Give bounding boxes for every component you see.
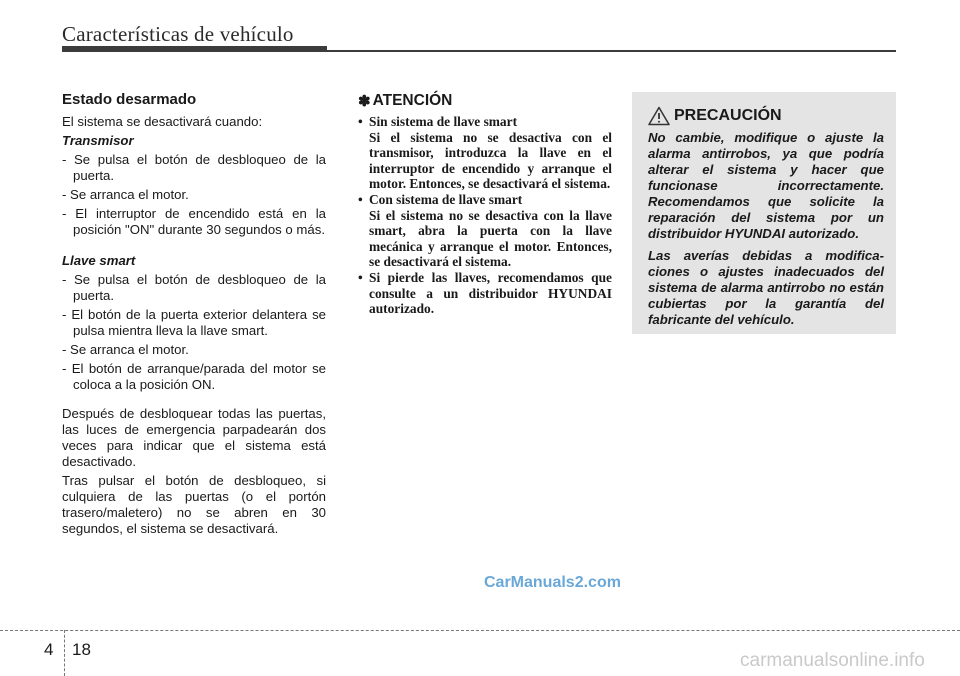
page-number: 18	[72, 640, 91, 659]
left-column	[62, 92, 326, 540]
bullet-icon: •	[358, 191, 363, 207]
section-heading: Estado desarmado	[62, 91, 197, 108]
caution-header	[648, 106, 884, 126]
warning-triangle-icon	[648, 106, 670, 126]
paragraph-emergency-lights: Después de desbloquear todas las puertas, las luces de emergencia parpadearán dos veces para indicar que el sistema está desactivado.	[62, 406, 326, 469]
item-title: Con sistema de llave smart	[369, 191, 523, 207]
list-item: - El botón de la puerta exterior delantera se pulsa mientra lleva la llave smart.	[62, 307, 326, 338]
attention-block	[358, 92, 612, 317]
list-item: - Se arranca el motor.	[62, 342, 189, 357]
list-item: - Se pulsa el botón de desbloqueo de la puerta.	[62, 272, 326, 303]
list-item	[358, 270, 612, 317]
asterisk-icon: ✽	[358, 93, 371, 110]
item-body: Si el sistema no se desactiva con la llave smart, abra la puerta con la llave mecánica y arranque el motor. Entonces, se desactivará el sistema.	[369, 207, 612, 270]
site-watermark: carmanualsonline.info	[740, 650, 925, 671]
caution-paragraph: Las averías debidas a modifica-ciones o ajustes inadecuados del sistema de alarma antirrobo no están cubiertas por la garantía del fabricante del vehículo.	[648, 248, 884, 327]
attention-heading	[358, 92, 612, 110]
bullet-icon: •	[358, 269, 363, 285]
attention-title: ATENCIÓN	[372, 92, 453, 109]
item-body: Si el sistema no se desactiva con el transmisor, introduzca la llave en el interruptor de encendido y arranque el motor. Entonces, se desactivará el sistema.	[369, 129, 612, 192]
item-body: Si pierde las llaves, recomendamos que consulte a un distribuidor HYUNDAI autorizado.	[369, 269, 612, 317]
list-item: - Se arranca el motor.	[62, 187, 189, 202]
caution-box	[632, 92, 896, 334]
header-rule	[62, 50, 896, 52]
item-title: Sin sistema de llave smart	[369, 114, 518, 129]
subheading-llave-smart: Llave smart	[62, 253, 136, 268]
subheading-transmisor: Transmisor	[62, 133, 134, 148]
watermark: CarManuals2.com	[484, 574, 621, 591]
list-item: - Se pulsa el botón de desbloqueo de la puerta.	[62, 152, 326, 183]
caution-title: PRECAUCIÓN	[674, 107, 782, 124]
list-item: - El interruptor de encendido está en la posición "ON" durante 30 segundos o más.	[62, 206, 326, 237]
footer-rule	[0, 630, 960, 631]
paragraph-timeout: Tras pulsar el botón de desbloqueo, si culquiera de las puertas (o el portón trasero/maletero) no se abren en 30 segundos, el sistema se desactivará.	[62, 473, 326, 536]
list-item	[358, 192, 612, 270]
caution-paragraph: No cambie, modifique o ajuste la alarma antirrobos, ya que podría alterar el sistema y hacer que funcionase incorrectamente. Recomendamos que solicite la reparación del sistema por un distribuidor HYUNDAI autorizado.	[648, 130, 884, 241]
page-header-title: Características de vehículo	[62, 22, 294, 46]
attention-list	[358, 114, 612, 317]
list-item: - El botón de arranque/parada del motor se coloca a la posición ON.	[62, 361, 326, 392]
list-item	[358, 114, 612, 192]
chapter-number: 4	[44, 640, 54, 659]
intro-text: El sistema se desactivará cuando:	[62, 114, 263, 129]
bullet-icon: •	[358, 114, 363, 129]
footer-divider	[64, 630, 65, 676]
